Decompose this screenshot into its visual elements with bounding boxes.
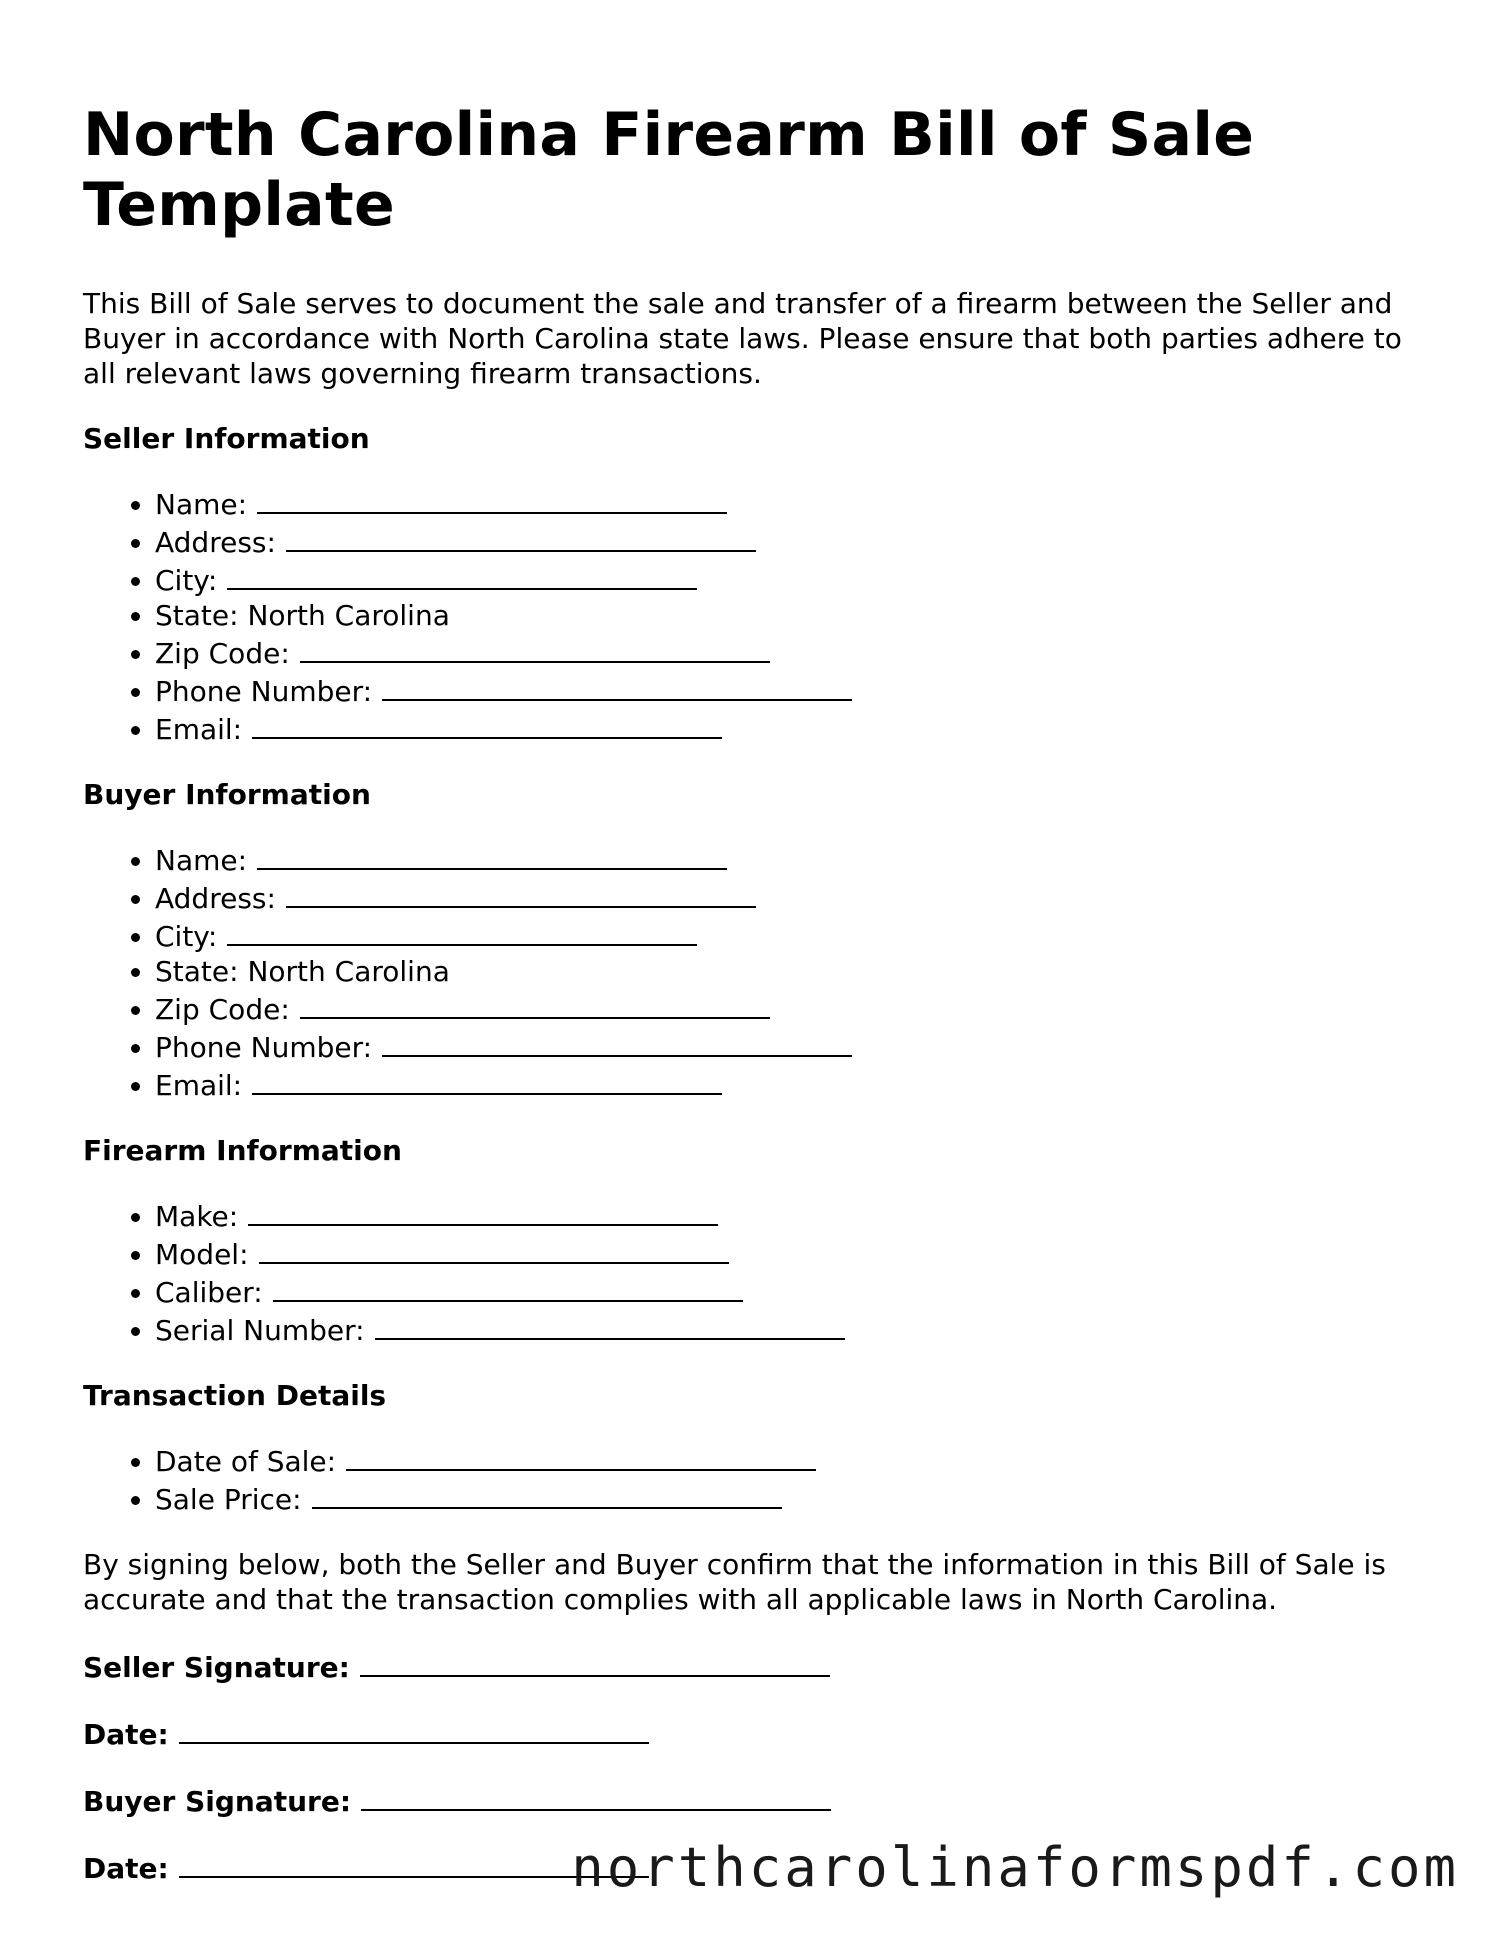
seller-address-field [155,522,1423,560]
firearm-fields [83,1196,1423,1348]
field-label: Phone Number: [155,675,373,708]
firearm-serial-field [155,1310,1423,1348]
field-label: City: [155,920,218,953]
sale-price-field [155,1479,1423,1517]
buyer-name-blank[interactable] [257,840,727,870]
seller-name-field [155,484,1423,522]
seller-heading: Seller Information [83,422,370,455]
seller-name-blank[interactable] [257,484,727,514]
closing-paragraph: By signing below, both the Seller and Buyer confirm that the information in this Bill of Sale is accurate and that the transaction complies with all applicable laws in North Carolina. [83,1548,1386,1616]
field-label: Seller Signature: [83,1651,350,1684]
buyer-state-field [155,954,1423,989]
firearm-model-field [155,1234,1423,1272]
field-label: State: North Carolina [155,955,450,988]
seller-city-blank[interactable] [227,560,697,590]
buyer-name-field [155,840,1423,878]
field-label: Date of Sale: [155,1445,337,1478]
field-label: Email: [155,1069,243,1102]
buyer-email-field [155,1065,1423,1103]
seller-date-line [83,1714,1423,1752]
field-label: Email: [155,713,243,746]
field-label: Name: [155,844,248,877]
field-label: Buyer Signature: [83,1785,352,1818]
seller-signature-line [83,1647,1423,1685]
firearm-heading: Firearm Information [83,1134,402,1167]
buyer-signature-line [83,1781,1423,1819]
buyer-city-field [155,916,1423,954]
seller-state-field [155,598,1423,633]
field-label: Address: [155,882,276,915]
firearm-caliber-field [155,1272,1423,1310]
firearm-caliber-blank[interactable] [273,1272,743,1302]
seller-signature-blank[interactable] [360,1647,830,1677]
buyer-zip-field [155,989,1423,1027]
field-label: Sale Price: [155,1483,302,1516]
field-label: Model: [155,1238,249,1271]
firearm-make-blank[interactable] [248,1196,718,1226]
field-label: Zip Code: [155,637,290,670]
field-label: Date: [83,1852,169,1885]
sale-date-blank[interactable] [346,1441,816,1471]
seller-date-blank[interactable] [179,1714,649,1744]
sale-date-field [155,1441,1423,1479]
buyer-address-blank[interactable] [286,878,756,908]
seller-phone-blank[interactable] [382,671,852,701]
buyer-fields [83,840,1423,1103]
page-title: North Carolina Firearm Bill of Sale Template [83,100,1255,240]
buyer-signature-blank[interactable] [361,1781,831,1811]
seller-city-field [155,560,1423,598]
field-label: State: North Carolina [155,599,450,632]
firearm-serial-blank[interactable] [375,1310,845,1340]
field-label: Address: [155,526,276,559]
seller-phone-field [155,671,1423,709]
field-label: Name: [155,488,248,521]
firearm-make-field [155,1196,1423,1234]
buyer-city-blank[interactable] [227,916,697,946]
transaction-fields [83,1441,1423,1517]
buyer-zip-blank[interactable] [300,989,770,1019]
site-watermark: northcarolinaformspdf.com [571,1836,1459,1899]
seller-zip-field [155,633,1423,671]
transaction-heading: Transaction Details [83,1379,387,1412]
field-label: Date: [83,1718,169,1751]
buyer-phone-field [155,1027,1423,1065]
buyer-phone-blank[interactable] [382,1027,852,1057]
buyer-email-blank[interactable] [252,1065,722,1095]
firearm-model-blank[interactable] [259,1234,729,1264]
field-label: Make: [155,1200,239,1233]
intro-paragraph: This Bill of Sale serves to document the sale and transfer of a firearm between the Seller and Buyer in accordance with North Carolina state laws. Please ensure that both parties adhere to all relevant laws governing firearm transactions. [83,287,1402,390]
document-page [83,100,1423,1915]
sale-price-blank[interactable] [312,1479,782,1509]
seller-email-field [155,709,1423,747]
field-label: Phone Number: [155,1031,373,1064]
seller-email-blank[interactable] [252,709,722,739]
buyer-address-field [155,878,1423,916]
field-label: Serial Number: [155,1314,365,1347]
field-label: City: [155,564,218,597]
field-label: Zip Code: [155,993,290,1026]
buyer-heading: Buyer Information [83,778,371,811]
seller-address-blank[interactable] [286,522,756,552]
field-label: Caliber: [155,1276,263,1309]
seller-zip-blank[interactable] [300,633,770,663]
seller-fields [83,484,1423,747]
